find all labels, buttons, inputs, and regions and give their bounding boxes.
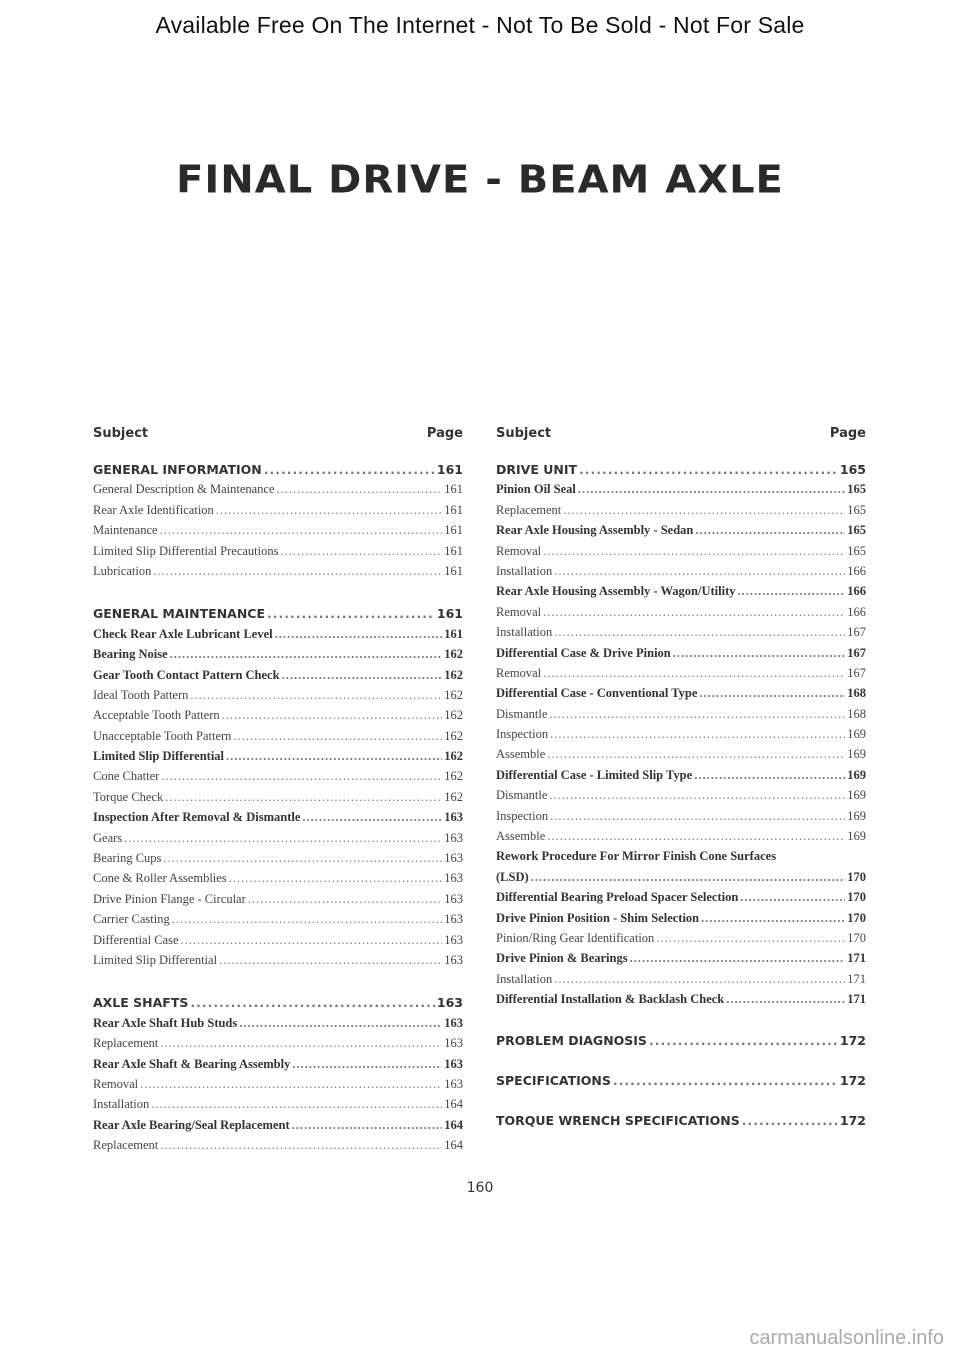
toc-entry-label: Drive Pinion Position - Shim Selection (496, 910, 700, 925)
toc-entry[interactable] (496, 849, 866, 869)
dot-leader (726, 992, 845, 1007)
dot-leader (181, 933, 443, 948)
section-gap (496, 1013, 866, 1033)
toc-right-list (496, 462, 866, 1134)
toc-entry-page: 164 (444, 1097, 463, 1112)
toc-entry-label: Limited Slip Differential (93, 749, 225, 764)
dot-leader (163, 851, 442, 866)
dot-leader (160, 1036, 442, 1051)
toc-entry-page: 170 (847, 910, 866, 925)
dot-leader (656, 931, 845, 946)
toc-entry[interactable] (93, 749, 463, 769)
dot-leader (277, 482, 443, 497)
toc-section-entry[interactable] (93, 606, 463, 626)
toc-entry-label: Bearing Noise (93, 647, 168, 662)
toc-entry[interactable] (496, 523, 866, 543)
dot-leader (554, 625, 845, 640)
toc-entry[interactable] (93, 1138, 463, 1158)
toc-entry-page: 169 (847, 767, 866, 782)
toc-entry-label: Carrier Casting (93, 912, 170, 927)
toc-entry[interactable] (496, 564, 866, 584)
toc-entry-page: 163 (444, 912, 463, 927)
toc-entry-page: 163 (436, 995, 463, 1011)
dot-leader (673, 646, 846, 661)
toc-entry-label: Removal (496, 665, 542, 680)
toc-entry-label: General Description & Maintenance (93, 482, 275, 497)
dot-leader (216, 503, 442, 518)
dot-leader (554, 972, 845, 987)
dot-leader (699, 686, 845, 701)
toc-entry[interactable] (93, 1057, 463, 1077)
toc-entry-label: Torque Check (93, 789, 164, 804)
toc-entry-label: Limited Slip Differential Precautions (93, 543, 279, 558)
toc-entry[interactable] (93, 871, 463, 891)
toc-entry[interactable] (496, 666, 866, 686)
toc-entry-label: Dismantle (496, 706, 548, 721)
toc-section-entry[interactable] (93, 995, 463, 1015)
toc-entry[interactable] (93, 647, 463, 667)
toc-entry-label: Replacement (93, 1138, 159, 1153)
toc-entry-label: Gears (93, 830, 123, 845)
toc-entry[interactable] (93, 544, 463, 564)
toc-entry-label: Assemble (496, 829, 546, 844)
toc-entry-page: 163 (444, 830, 463, 845)
toc-entry[interactable] (93, 790, 463, 810)
toc-entry[interactable] (93, 503, 463, 523)
toc-entry-page: 162 (444, 789, 463, 804)
toc-section-entry[interactable] (496, 1113, 866, 1133)
section-gap (93, 973, 463, 995)
dot-leader (233, 729, 442, 744)
toc-entry[interactable] (93, 1118, 463, 1138)
toc-entry-label: Installation (496, 971, 553, 986)
dot-leader (161, 769, 442, 784)
toc-entry-label: Gear Tooth Contact Pattern Check (93, 667, 280, 682)
dot-leader (153, 564, 442, 579)
toc-section-entry[interactable] (496, 462, 866, 482)
toc-entry[interactable] (496, 911, 866, 931)
toc-entry-page: 167 (847, 625, 866, 640)
toc-entry[interactable] (93, 708, 463, 728)
toc-entry[interactable] (496, 625, 866, 645)
toc-entry-label: PROBLEM DIAGNOSIS (496, 1032, 647, 1048)
toc-entry[interactable] (93, 892, 463, 912)
toc-entry-page: 161 (444, 543, 463, 558)
toc-entry-label: Rear Axle Housing Assembly - Wagon/Utility (496, 584, 736, 599)
dot-leader (140, 1077, 442, 1092)
toc-entry-page: 163 (444, 1015, 463, 1030)
dot-leader (563, 503, 845, 518)
dot-leader (578, 482, 845, 497)
subject-heading: Subject (93, 426, 149, 441)
toc-entry[interactable] (93, 627, 463, 647)
dot-leader (165, 790, 442, 805)
toc-entry-page: 163 (444, 952, 463, 967)
toc-entry[interactable] (496, 707, 866, 727)
toc-entry-page: 163 (444, 871, 463, 886)
toc-entry-label: Differential Case & Drive Pinion (496, 645, 671, 660)
toc-entry[interactable] (93, 482, 463, 502)
toc-entry-label: Rework Procedure For Mirror Finish Cone Surfaces (496, 849, 777, 864)
toc-entry-page: 162 (444, 728, 463, 743)
site-watermark: carmanualsonline.info (749, 1327, 944, 1349)
dot-leader (281, 544, 443, 559)
dot-leader (543, 605, 845, 620)
toc-entry[interactable] (496, 605, 866, 625)
dot-leader (190, 995, 435, 1010)
toc-entry-label: Inspection (496, 727, 549, 742)
toc-entry-page: 162 (444, 749, 463, 764)
toc-entry-page: 164 (444, 1138, 463, 1153)
toc-entry[interactable] (496, 809, 866, 829)
toc-entry-label: Drive Pinion Flange - Circular (93, 891, 246, 906)
toc-entry-label: GENERAL INFORMATION (93, 462, 262, 477)
toc-entry-page: 170 (847, 890, 866, 905)
toc-entry[interactable] (496, 870, 866, 890)
section-gap (93, 584, 463, 606)
toc-entry[interactable] (93, 564, 463, 584)
dot-leader (738, 584, 846, 599)
toc-entry-label: Assemble (496, 747, 546, 762)
toc-entry[interactable] (93, 1036, 463, 1056)
toc-entry-page: 162 (444, 708, 463, 723)
toc-section-entry[interactable] (93, 462, 463, 482)
toc-entry-page: 166 (847, 584, 866, 599)
toc-section-entry[interactable] (496, 1073, 866, 1093)
dot-leader (742, 1113, 838, 1128)
dot-leader (190, 688, 442, 703)
dot-leader (579, 462, 838, 477)
toc-entry-page: 164 (444, 1117, 463, 1132)
toc-entry-page: 168 (847, 686, 866, 701)
toc-entry-label: Removal (93, 1076, 139, 1091)
toc-entry[interactable] (93, 1016, 463, 1036)
toc-entry-page: 169 (847, 808, 866, 823)
dot-leader (550, 727, 845, 742)
toc-entry[interactable] (496, 951, 866, 971)
toc-entry[interactable] (496, 503, 866, 523)
dot-leader (649, 1033, 838, 1048)
dot-leader (292, 1118, 443, 1133)
dot-leader (694, 768, 845, 783)
toc-entry[interactable] (496, 727, 866, 747)
dot-leader (222, 708, 443, 723)
toc-entry-page: 162 (444, 687, 463, 702)
toc-left-header (93, 426, 463, 444)
toc-entry-page: 169 (847, 829, 866, 844)
toc-entry-label: Rear Axle Housing Assembly - Sedan (496, 523, 694, 538)
toc-entry-label: Lubrication (93, 563, 152, 578)
toc-entry[interactable] (93, 953, 463, 973)
toc-entry-label: Limited Slip Differential (93, 952, 218, 967)
dot-leader (549, 707, 845, 722)
dot-leader (229, 871, 443, 886)
toc-entry-page: 161 (444, 523, 463, 538)
toc-entry-page: 161 (436, 462, 463, 477)
toc-right-column (496, 426, 866, 1134)
toc-entry[interactable] (496, 584, 866, 604)
toc-entry-label: TORQUE WRENCH SPECIFICATIONS (496, 1113, 740, 1129)
dot-leader (302, 810, 442, 825)
dot-leader (248, 892, 443, 907)
toc-entry-page: 165 (847, 482, 866, 497)
toc-entry-label: Differential Installation & Backlash Check (496, 992, 725, 1007)
toc-entry[interactable] (93, 769, 463, 789)
toc-entry-label: Rear Axle Shaft Hub Studs (93, 1015, 238, 1030)
toc-entry-label: Differential Case - Limited Slip Type (496, 767, 693, 782)
toc-entry[interactable] (496, 482, 866, 502)
toc-entry-page: 172 (839, 1032, 866, 1048)
toc-entry[interactable] (93, 933, 463, 953)
toc-entry-page: 163 (444, 851, 463, 866)
dot-leader (547, 747, 845, 762)
dot-leader (543, 544, 845, 559)
dot-leader (531, 870, 846, 885)
toc-entry-label: GENERAL MAINTENANCE (93, 606, 266, 622)
banner-notice: Available Free On The Internet - Not To Be Sold - Not For Sale (155, 12, 805, 38)
toc-entry-page: 171 (847, 971, 866, 986)
toc-entry-page: 171 (847, 992, 866, 1007)
toc-entry[interactable] (93, 1077, 463, 1097)
toc-entry-label: Check Rear Axle Lubricant Level (93, 626, 273, 641)
toc-entry-page: 165 (847, 502, 866, 517)
toc-entry[interactable] (496, 829, 866, 849)
toc-entry[interactable] (93, 912, 463, 932)
toc-entry-page: 171 (847, 951, 866, 966)
toc-entry-page: 161 (436, 606, 463, 622)
toc-entry[interactable] (93, 1097, 463, 1117)
dot-leader (226, 749, 442, 764)
toc-entry[interactable] (93, 523, 463, 543)
toc-entry-page: 169 (847, 727, 866, 742)
dot-leader (172, 912, 443, 927)
toc-entry[interactable] (93, 729, 463, 749)
dot-leader (695, 523, 845, 538)
toc-entry-label: Differential Case (93, 932, 179, 947)
toc-entry-page: 163 (444, 1056, 463, 1071)
toc-entry-page: 162 (444, 769, 463, 784)
dot-leader (219, 953, 442, 968)
toc-entry-label: Cone Chatter (93, 769, 160, 784)
toc-entry[interactable] (496, 646, 866, 666)
toc-entry-page: 166 (847, 563, 866, 578)
subject-heading: Subject (496, 426, 552, 441)
toc-entry[interactable] (496, 972, 866, 992)
page-heading: Page (829, 426, 866, 441)
dot-leader (151, 1097, 442, 1112)
dot-leader (613, 1073, 838, 1088)
toc-entry-label: Drive Pinion & Bearings (496, 951, 628, 966)
toc-entry-label: Dismantle (496, 788, 548, 803)
page-heading: Page (426, 426, 463, 441)
toc-entry-page: 163 (444, 932, 463, 947)
toc-entry-page: 167 (847, 665, 866, 680)
toc-entry[interactable] (93, 831, 463, 851)
toc-entry[interactable] (496, 768, 866, 788)
toc-entry-page: 172 (839, 1113, 866, 1129)
toc-entry-label: Rear Axle Shaft & Bearing Assembly (93, 1056, 291, 1071)
toc-entry-page: 163 (444, 891, 463, 906)
dot-leader (549, 788, 845, 803)
toc-entry-page: 165 (839, 462, 866, 477)
toc-entry-page: 161 (444, 626, 463, 641)
dot-leader (550, 809, 845, 824)
toc-entry-page: 169 (847, 747, 866, 762)
toc-entry-label: Rear Axle Identification (93, 502, 214, 517)
toc-entry-label: Rear Axle Bearing/Seal Replacement (93, 1117, 290, 1132)
toc-entry-page: 165 (847, 543, 866, 558)
toc-entry-label: Installation (496, 625, 553, 640)
toc-entry[interactable] (496, 931, 866, 951)
toc-entry-label: Ideal Tooth Pattern (93, 687, 189, 702)
dot-leader (630, 951, 846, 966)
dot-leader (292, 1057, 442, 1072)
toc-entry-label: Pinion Oil Seal (496, 482, 576, 497)
dot-leader (740, 890, 845, 905)
dot-leader (543, 666, 845, 681)
toc-entry-label: Acceptable Tooth Pattern (93, 708, 220, 723)
dot-leader (264, 462, 435, 477)
toc-entry-label: DRIVE UNIT (496, 462, 578, 477)
toc-entry-page: 166 (847, 604, 866, 619)
dot-leader (160, 1138, 442, 1153)
toc-entry-label: Installation (496, 563, 553, 578)
toc-entry-label: Differential Case - Conventional Type (496, 686, 698, 701)
toc-entry-page: 169 (847, 788, 866, 803)
toc-entry-page: 163 (444, 1036, 463, 1051)
toc-entry-label: Installation (93, 1097, 150, 1112)
toc-entry-page: 162 (444, 647, 463, 662)
toc-entry[interactable] (496, 890, 866, 910)
toc-entry-page: 161 (444, 482, 463, 497)
toc-entry[interactable] (93, 688, 463, 708)
toc-entry-page: 170 (847, 930, 866, 945)
toc-entry-page: 163 (444, 1076, 463, 1091)
toc-entry-label: SPECIFICATIONS (496, 1072, 611, 1088)
toc-entry-page: 162 (444, 667, 463, 682)
toc-entry-label: Replacement (496, 502, 562, 517)
toc-entry[interactable] (496, 747, 866, 767)
toc-entry-page: 170 (847, 869, 866, 884)
toc-entry[interactable] (496, 544, 866, 564)
dot-leader (239, 1016, 442, 1031)
dot-leader (275, 627, 443, 642)
dot-leader (160, 523, 443, 538)
section-gap (496, 1053, 866, 1073)
toc-entry-label: Removal (496, 604, 542, 619)
dot-leader (282, 668, 443, 683)
toc-entry-page: 161 (444, 502, 463, 517)
toc-entry-label: (LSD) (496, 869, 529, 884)
toc-entry-page: 168 (847, 706, 866, 721)
section-gap (496, 1093, 866, 1113)
toc-entry-label: Inspection After Removal & Dismantle (93, 810, 301, 825)
dot-leader (170, 647, 443, 662)
toc-entry-page: 161 (444, 563, 463, 578)
toc-entry-label: Inspection (496, 808, 549, 823)
toc-entry-label: Maintenance (93, 523, 158, 538)
toc-entry-label: Cone & Roller Assemblies (93, 871, 227, 886)
toc-entry-label: Bearing Cups (93, 851, 162, 866)
toc-right-header (496, 426, 866, 444)
toc-entry[interactable] (496, 992, 866, 1012)
page-number: 160 (466, 1180, 494, 1196)
toc-entry-label: Pinion/Ring Gear Identification (496, 930, 655, 945)
toc-entry-label: Unacceptable Tooth Pattern (93, 728, 232, 743)
toc-entry[interactable] (496, 686, 866, 706)
toc-entry-label: Replacement (93, 1036, 159, 1051)
toc-entry[interactable] (93, 810, 463, 830)
toc-entry[interactable] (93, 851, 463, 871)
page-title: FINAL DRIVE - BEAM AXLE (176, 158, 784, 202)
toc-entry-label: AXLE SHAFTS (93, 995, 189, 1011)
dot-leader (554, 564, 845, 579)
toc-entry[interactable] (496, 788, 866, 808)
toc-entry-label: Removal (496, 543, 542, 558)
toc-entry-page: 165 (847, 523, 866, 538)
toc-left-list (93, 462, 463, 1159)
toc-left-column (93, 426, 463, 1159)
dot-leader (701, 911, 845, 926)
toc-section-entry[interactable] (496, 1033, 866, 1053)
toc-entry-page: 172 (839, 1072, 866, 1088)
toc-entry-label: Differential Bearing Preload Spacer Selection (496, 890, 739, 905)
dot-leader (124, 831, 442, 846)
toc-entry[interactable] (93, 668, 463, 688)
dot-leader (267, 606, 435, 621)
dot-leader (547, 829, 845, 844)
toc-entry-page: 167 (847, 645, 866, 660)
toc-entry-page: 163 (444, 810, 463, 825)
